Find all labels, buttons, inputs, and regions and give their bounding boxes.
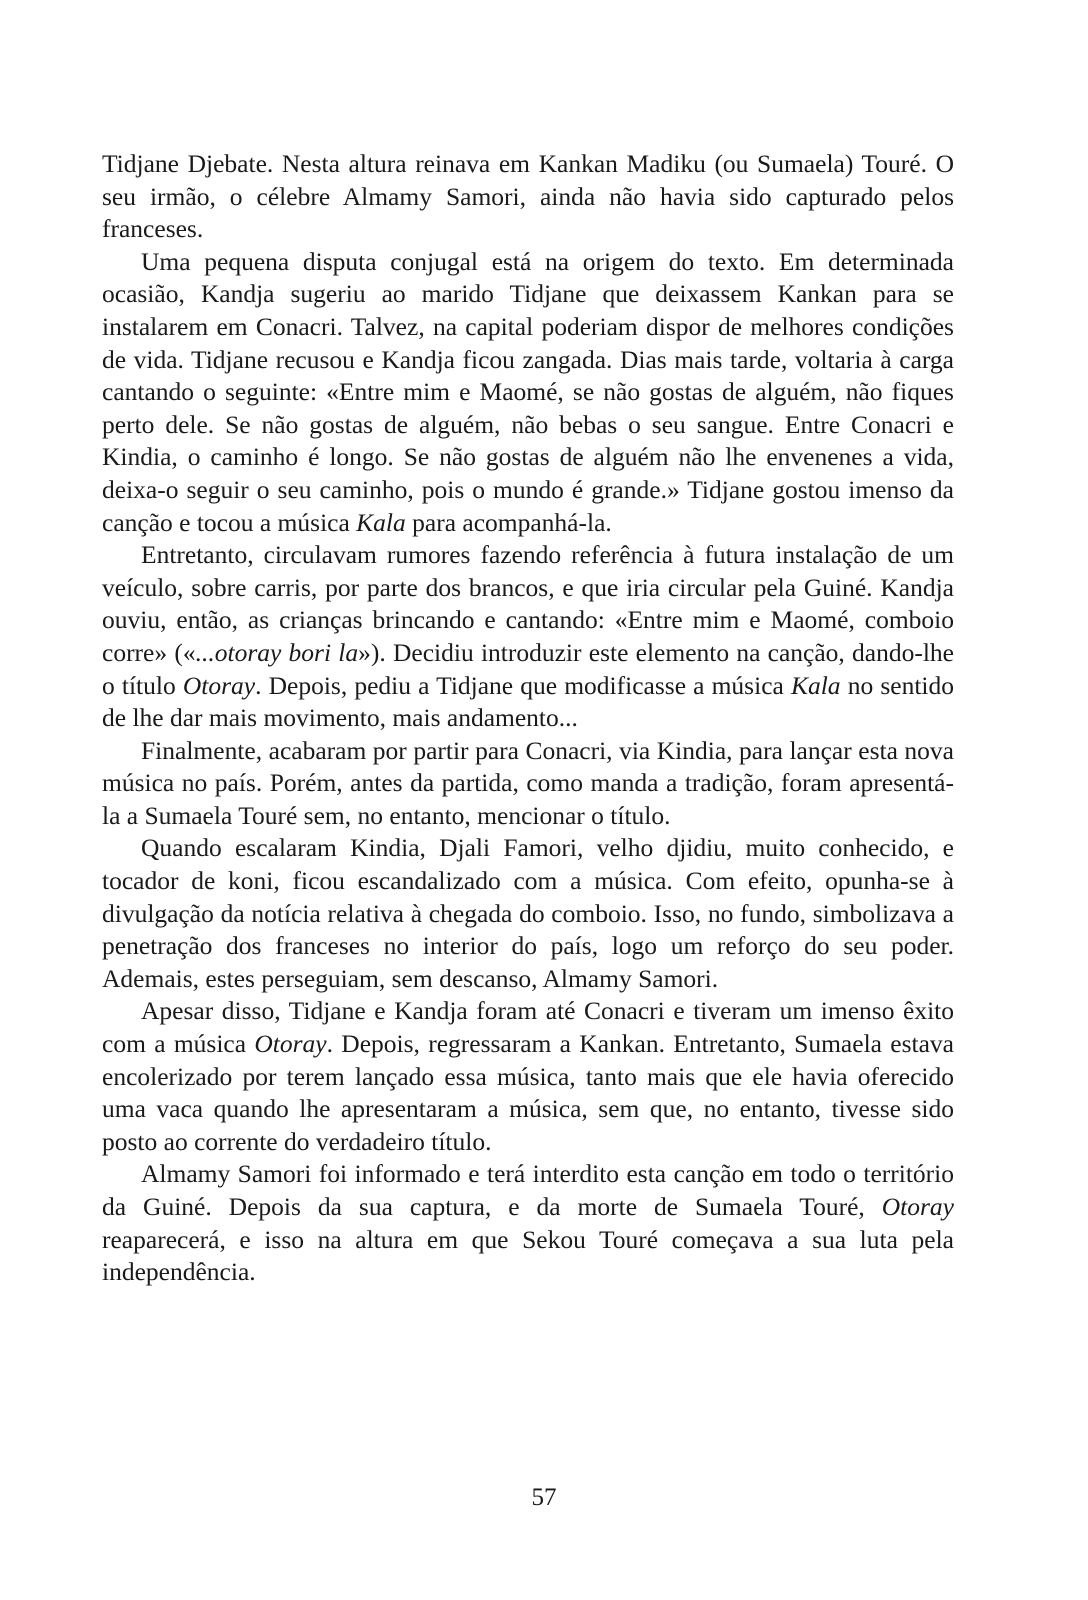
paragraph-1 [102, 148, 954, 246]
paragraph-7 [102, 1158, 954, 1288]
paragraph-2 [102, 246, 954, 539]
italic-title-otoray: Otoray [254, 1029, 327, 1059]
page-body [102, 148, 954, 1289]
text-segment: no sentido de lhe dar mais movimento, mais andamento... [102, 670, 954, 733]
text-segment: . Depois, regressaram a Kankan. Entretanto, Sumaela estava encolerizado por terem lançado essa música, tanto mais que ele havia oferecido uma vaca quando lhe apresentaram a música, sem que, no entanto, tivesse sido posto ao corrente do verdadeiro título. [102, 1029, 954, 1156]
text-segment: Uma pequena disputa conjugal está na origem do texto. Em determinada ocasião, Kandja sugeriu ao marido Tidjane que deixassem Kankan para se instalarem em Conacri. Talvez, na capital poderiam dispor de melhores condições de vida. Tidjane recusou e Kandja ficou zangada. Dias mais tarde, voltaria à carga cantando o seguinte: «Entre mim e Maomé, se não gostas de alguém, não fiques perto dele. Se não gostas de alguém, não bebas o seu sangue. Entre Conacri e Kindia, o caminho é longo. Se não gostas de alguém não lhe envenenes a vida, deixa-o seguir o seu caminho, pois o mundo é grande.» Tidjane gostou imenso da canção e tocou a música [102, 246, 954, 537]
text-segment: Entretanto, circulavam rumores fazendo referência à futura instalação de um veículo, sobre carris, por parte dos brancos, e que iria circular pela Guiné. Kandja ouviu, então, as crianças brincando e cantando: «Entre mim e Maomé, comboio corre» (« [102, 540, 954, 667]
text-segment: . Depois, pediu a Tidjane que modificasse a música [255, 670, 791, 700]
italic-title-otoray: Otoray [182, 670, 256, 700]
italic-title-kala: Kala [790, 670, 841, 700]
italic-quote-otoray-bori-la: ...otoray bori la [195, 637, 359, 667]
paragraph-6 [102, 995, 954, 1158]
paragraph-5 [102, 832, 954, 995]
text-segment: Almamy Samori foi informado e terá interdito esta canção em todo o território da Guiné. Depois da sua captura, e da morte de Sumaela Touré, [102, 1159, 954, 1221]
page-number: 57 [531, 1484, 557, 1511]
text-segment: reaparecerá, e isso na altura em que Sekou Touré começava a sua luta pela independência. [102, 1224, 954, 1287]
paragraph-4 [102, 735, 954, 833]
text-segment: para acompanhá-la. [405, 507, 612, 537]
text-segment: Quando escalaram Kindia, Djali Famori, velho djidiu, muito conhecido, e tocador de koni, ficou escandalizado com a música. Com efeito, opunha-se à divulgação da notícia relativa à chegada do comboio. Isso, no fundo, simbolizava a penetração dos franceses no interior do país, logo um reforço do seu poder. Ademais, estes perseguiam, sem descanso, Almamy Samori. [102, 833, 954, 993]
text-segment: Apesar disso, Tidjane e Kandja foram até Conacri e tiveram um imenso êxito com a música [102, 996, 954, 1059]
italic-title-otoray: Otoray [881, 1192, 954, 1221]
paragraph-3 [102, 539, 954, 735]
italic-title-kala: Kala [356, 507, 406, 537]
text-segment: »). Decidiu introduzir este elemento na canção, dando-lhe o título [102, 637, 954, 700]
text-segment: Tidjane Djebate. Nesta altura reinava em Kankan Madiku (ou Sumaela) Touré. O seu irmão, o célebre Almamy Samori, ainda não havia sido capturado pelos franceses. [102, 149, 954, 244]
text-segment: Finalmente, acabaram por partir para Conacri, via Kindia, para lançar esta nova música no país. Porém, antes da partida, como manda a tradição, foram apresentá-la a Sumaela Touré sem, no entanto, mencionar o título. [102, 735, 954, 830]
